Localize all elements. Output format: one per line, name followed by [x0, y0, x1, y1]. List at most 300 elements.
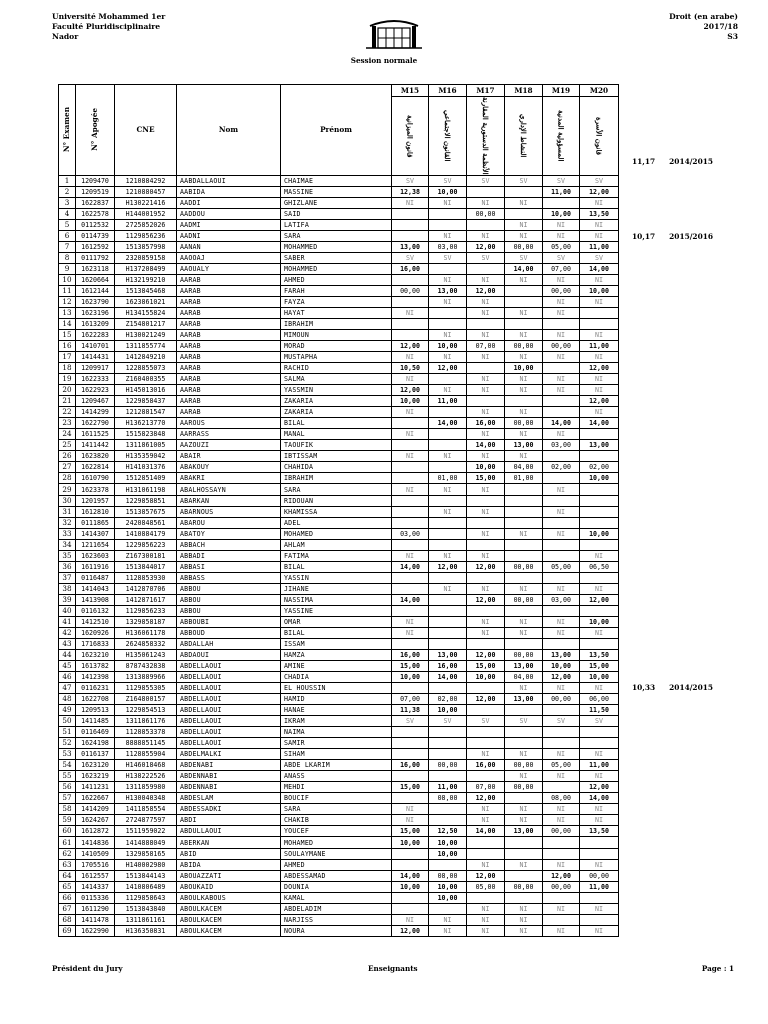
module-grade: 12,00 — [467, 793, 505, 804]
table-row — [59, 263, 619, 274]
table-row — [59, 330, 619, 341]
first-name: IKRAM — [281, 716, 392, 727]
exam-number: 43 — [59, 638, 76, 649]
cne-number: 1229856223 — [115, 539, 177, 550]
module-grade: NI — [580, 219, 619, 230]
exam-number: 59 — [59, 815, 76, 826]
last-name: AADDI — [177, 197, 281, 208]
module-grade: NI — [543, 296, 580, 307]
module-grade: 12,00 — [580, 186, 619, 197]
cne-number: 1229858851 — [115, 495, 177, 506]
module-grade: 12,00 — [467, 594, 505, 605]
cne-number: 1129856236 — [115, 230, 177, 241]
module-grade: NI — [429, 451, 467, 462]
apogee-number: 1613209 — [76, 319, 115, 330]
module-grade: NI — [580, 771, 619, 782]
table-row — [59, 583, 619, 594]
apogee-number: 1622923 — [76, 385, 115, 396]
table-row — [59, 186, 619, 197]
cne-number: 1513844143 — [115, 870, 177, 881]
module-grade: 15,00 — [467, 473, 505, 484]
table-row — [59, 561, 619, 572]
module-grade — [543, 705, 580, 716]
last-name: AAZOUZI — [177, 440, 281, 451]
last-name: ABBOU — [177, 605, 281, 616]
table-row — [59, 407, 619, 418]
first-name: KAMAL — [281, 892, 392, 903]
module-grade — [392, 848, 429, 859]
apogee-number: 1612872 — [76, 826, 115, 837]
first-name: IBRAHIM — [281, 473, 392, 484]
apogee-number: 0116231 — [76, 683, 115, 694]
exam-number: 16 — [59, 341, 76, 352]
module-name: قانون الميزانية — [392, 97, 429, 176]
module-grade: 10,00 — [580, 672, 619, 683]
module-grade — [505, 495, 543, 506]
module-grade — [392, 418, 429, 429]
module-grade — [505, 870, 543, 881]
apogee-number: 1620664 — [76, 274, 115, 285]
module-grade: NI — [467, 925, 505, 936]
module-grade — [580, 429, 619, 440]
module-grade — [543, 451, 580, 462]
exam-number: 15 — [59, 330, 76, 341]
module-grade: NI — [580, 804, 619, 815]
module-grade: 12,00 — [543, 672, 580, 683]
last-name: ABOULKACEM — [177, 914, 281, 925]
module-grade: NI — [429, 550, 467, 561]
table-row — [59, 881, 619, 892]
first-name: AHLAM — [281, 539, 392, 550]
first-name: GHIZLANE — [281, 197, 392, 208]
module-grade: SV — [429, 252, 467, 263]
apogee-number: 1623790 — [76, 296, 115, 307]
module-grade: 00,00 — [505, 760, 543, 771]
module-grade: NI — [392, 804, 429, 815]
first-name: AHMED — [281, 859, 392, 870]
module-grade: NI — [467, 914, 505, 925]
module-grade — [505, 705, 543, 716]
first-name: YASSINE — [281, 605, 392, 616]
module-grade: 16,00 — [392, 263, 429, 274]
module-grade: 12,00 — [467, 870, 505, 881]
module-grade — [543, 539, 580, 550]
cne-number: 2724877597 — [115, 815, 177, 826]
module-grade: 11,00 — [580, 241, 619, 252]
module-grade: NI — [543, 330, 580, 341]
table-row — [59, 771, 619, 782]
cne-number: 1329858187 — [115, 616, 177, 627]
module-grade: 10,00 — [467, 462, 505, 473]
exam-number: 52 — [59, 738, 76, 749]
table-row — [59, 892, 619, 903]
module-grade: 15,00 — [580, 660, 619, 671]
table-row — [59, 528, 619, 539]
cne-number: H136213770 — [115, 418, 177, 429]
module-grade — [580, 307, 619, 318]
last-name: ABOULKACEM — [177, 903, 281, 914]
apogee-number: 1612810 — [76, 506, 115, 517]
module-grade: SV — [543, 175, 580, 186]
first-name: CHAIMAE — [281, 175, 392, 186]
apogee-number: 0115336 — [76, 892, 115, 903]
institution-header — [52, 12, 165, 42]
module-grade: NI — [580, 407, 619, 418]
module-grade: 16,00 — [429, 660, 467, 671]
module-grade — [467, 539, 505, 550]
module-grade: 12,00 — [392, 925, 429, 936]
apogee-number: 1411231 — [76, 782, 115, 793]
last-name: ABDENABI — [177, 760, 281, 771]
apogee-number: 1622283 — [76, 330, 115, 341]
module-grade: NI — [392, 451, 429, 462]
module-grade — [429, 528, 467, 539]
first-name: MIMOUN — [281, 330, 392, 341]
module-grade: NI — [505, 583, 543, 594]
module-grade: NI — [580, 627, 619, 638]
table-row — [59, 815, 619, 826]
module-grade: NI — [543, 374, 580, 385]
module-grade — [392, 749, 429, 760]
module-code: M16 — [429, 85, 467, 97]
module-grade: NI — [505, 749, 543, 760]
table-row — [59, 716, 619, 727]
module-grade: 00,00 — [467, 208, 505, 219]
module-grade: 10,00 — [392, 672, 429, 683]
first-name: OMAR — [281, 616, 392, 627]
table-row — [59, 506, 619, 517]
last-name: ABDELLAOUI — [177, 660, 281, 671]
last-name: AAOOAJ — [177, 252, 281, 263]
table-row — [59, 903, 619, 914]
cne-number: 1229854513 — [115, 705, 177, 716]
last-name: ABBACH — [177, 539, 281, 550]
module-grade: NI — [505, 385, 543, 396]
module-grade: NI — [505, 528, 543, 539]
module-grade: NI — [505, 815, 543, 826]
last-name: ABDI — [177, 815, 281, 826]
module-grade — [505, 208, 543, 219]
module-name: القانون الاجتماعي — [429, 97, 467, 176]
module-grade: NI — [467, 749, 505, 760]
exam-number: 63 — [59, 859, 76, 870]
module-grade: 16,00 — [392, 760, 429, 771]
module-grade — [429, 859, 467, 870]
module-grade: 14,00 — [580, 793, 619, 804]
module-grade — [392, 727, 429, 738]
module-grade: NI — [543, 815, 580, 826]
module-name: المسؤولية المدنية — [543, 97, 580, 176]
exam-number: 65 — [59, 881, 76, 892]
module-grade — [467, 738, 505, 749]
session-title: Session normale — [350, 56, 418, 65]
module-name: الأنظمة الدستورية المقارنة — [467, 97, 505, 176]
cne-number: 1229858437 — [115, 396, 177, 407]
module-grade — [543, 837, 580, 848]
cne-number: 1513844017 — [115, 561, 177, 572]
last-name: ABDESSADKI — [177, 804, 281, 815]
cne-number: Z154801217 — [115, 319, 177, 330]
module-grade: SV — [543, 716, 580, 727]
first-name: CHAHIDA — [281, 462, 392, 473]
side-average: 11,17 — [632, 157, 656, 166]
module-grade — [543, 638, 580, 649]
module-grade: NI — [467, 583, 505, 594]
cne-number: H134155824 — [115, 307, 177, 318]
module-grade: 16,00 — [467, 760, 505, 771]
last-name: AAOUALY — [177, 263, 281, 274]
module-grade: NI — [580, 230, 619, 241]
apogee-number: 1209467 — [76, 396, 115, 407]
module-grade — [580, 605, 619, 616]
table-row — [59, 793, 619, 804]
apogee-number: 1624198 — [76, 738, 115, 749]
cne-number: 1311861176 — [115, 716, 177, 727]
apogee-number: 1612144 — [76, 285, 115, 296]
module-grade — [392, 892, 429, 903]
cne-number: 1311859980 — [115, 782, 177, 793]
first-name: MOHAMMED — [281, 241, 392, 252]
last-name: AARAB — [177, 363, 281, 374]
program-header — [669, 12, 738, 42]
apogee-number: 1623210 — [76, 649, 115, 660]
module-grade — [392, 638, 429, 649]
module-grade: 14,00 — [467, 826, 505, 837]
module-grade: 16,00 — [467, 418, 505, 429]
table-row — [59, 837, 619, 848]
table-row — [59, 296, 619, 307]
cne-number: H130040348 — [115, 793, 177, 804]
last-name: AAROUS — [177, 418, 281, 429]
results-table-body — [59, 175, 619, 936]
module-grade: NI — [543, 616, 580, 627]
table-row — [59, 440, 619, 451]
module-grade: 10,00 — [580, 528, 619, 539]
exam-number: 34 — [59, 539, 76, 550]
module-grade: NI — [505, 219, 543, 230]
module-grade: NI — [505, 352, 543, 363]
module-grade — [429, 738, 467, 749]
module-grade: 11,00 — [580, 341, 619, 352]
first-name: CHADIA — [281, 672, 392, 683]
last-name: ABAIR — [177, 451, 281, 462]
cne-number: H136350831 — [115, 925, 177, 936]
module-grade — [392, 219, 429, 230]
first-name: BILAL — [281, 418, 392, 429]
module-grade: NI — [392, 627, 429, 638]
module-grade: NI — [429, 385, 467, 396]
apogee-number: 1211654 — [76, 539, 115, 550]
module-grade: 14,00 — [392, 594, 429, 605]
module-grade: NI — [543, 859, 580, 870]
cne-number: H135359042 — [115, 451, 177, 462]
module-grade: SV — [580, 252, 619, 263]
module-grade — [429, 462, 467, 473]
last-name: ABDELLAOUI — [177, 716, 281, 727]
module-grade: 02,00 — [543, 462, 580, 473]
cne-number: 1210880457 — [115, 186, 177, 197]
table-row — [59, 462, 619, 473]
apogee-number: 1623118 — [76, 263, 115, 274]
last-name: ABID — [177, 848, 281, 859]
exam-number: 23 — [59, 418, 76, 429]
module-grade — [392, 274, 429, 285]
module-grade — [429, 727, 467, 738]
module-grade: NI — [429, 330, 467, 341]
apogee-number: 1624267 — [76, 815, 115, 826]
side-average: 10,33 — [632, 683, 656, 693]
module-grade: 08,00 — [429, 793, 467, 804]
module-grade: 10,00 — [543, 660, 580, 671]
table-row — [59, 870, 619, 881]
cne-number: 1412870706 — [115, 583, 177, 594]
first-name: NASSIMA — [281, 594, 392, 605]
module-grade: 00,00 — [429, 760, 467, 771]
cne-number: 1311861005 — [115, 440, 177, 451]
module-grade: 12,00 — [467, 649, 505, 660]
last-name: AARAB — [177, 396, 281, 407]
module-grade — [392, 572, 429, 583]
module-grade: NI — [467, 230, 505, 241]
cne-number: 1513845468 — [115, 285, 177, 296]
cne-number: 2320859158 — [115, 252, 177, 263]
module-grade — [543, 892, 580, 903]
exam-number: 29 — [59, 484, 76, 495]
table-row — [59, 252, 619, 263]
module-grade: NI — [467, 385, 505, 396]
exam-number: 12 — [59, 296, 76, 307]
first-name: ABDE LKARIM — [281, 760, 392, 771]
last-name: ABDELLAOUI — [177, 738, 281, 749]
module-grade: NI — [467, 528, 505, 539]
module-grade: 06,00 — [580, 694, 619, 705]
cne-number: H137208499 — [115, 263, 177, 274]
exam-number: 28 — [59, 473, 76, 484]
module-grade: NI — [543, 528, 580, 539]
module-grade: 15,00 — [392, 660, 429, 671]
module-grade — [505, 296, 543, 307]
last-name: AARAB — [177, 374, 281, 385]
module-grade: 07,00 — [467, 782, 505, 793]
cne-number: H140002980 — [115, 859, 177, 870]
last-name: AADNI — [177, 230, 281, 241]
exam-number: 6 — [59, 230, 76, 241]
exam-number: 26 — [59, 451, 76, 462]
apogee-number: 1411442 — [76, 440, 115, 451]
module-grade: 14,00 — [392, 561, 429, 572]
table-row — [59, 197, 619, 208]
side-year: 2015/2016 — [669, 232, 713, 242]
exam-number: 36 — [59, 561, 76, 572]
exam-number: 14 — [59, 319, 76, 330]
cne-number: 1515823848 — [115, 429, 177, 440]
exam-number: 68 — [59, 914, 76, 925]
module-grade: 00,00 — [505, 782, 543, 793]
exam-number: 67 — [59, 903, 76, 914]
module-grade: 12,00 — [580, 396, 619, 407]
last-name: AARAB — [177, 330, 281, 341]
apogee-number: 1622578 — [76, 208, 115, 219]
module-grade: 13,50 — [580, 826, 619, 837]
module-grade — [429, 594, 467, 605]
module-grade — [429, 815, 467, 826]
semester: S3 — [727, 32, 738, 41]
table-row — [59, 208, 619, 219]
module-grade: NI — [429, 352, 467, 363]
apogee-number: 1623219 — [76, 771, 115, 782]
enseignants-label: Enseignants — [368, 964, 418, 973]
module-grade — [543, 550, 580, 561]
exam-number: 69 — [59, 925, 76, 936]
last-name: ABBADI — [177, 550, 281, 561]
module-grade — [467, 837, 505, 848]
cne-number: 1410806489 — [115, 881, 177, 892]
module-grade: NI — [392, 616, 429, 627]
first-name: YASSIN — [281, 572, 392, 583]
module-grade: 00,00 — [505, 341, 543, 352]
module-grade: NI — [392, 352, 429, 363]
module-grade: 14,00 — [505, 263, 543, 274]
module-grade: 12,38 — [392, 186, 429, 197]
last-name: ABOUKAID — [177, 881, 281, 892]
module-grade: NI — [580, 550, 619, 561]
module-grade — [392, 859, 429, 870]
table-row — [59, 473, 619, 484]
module-grade: SV — [580, 716, 619, 727]
module-grade: NI — [543, 274, 580, 285]
module-grade: NI — [467, 352, 505, 363]
module-grade — [467, 219, 505, 230]
module-grade — [505, 793, 543, 804]
exam-number: 35 — [59, 550, 76, 561]
module-grade: 16,00 — [392, 649, 429, 660]
module-grade — [467, 705, 505, 716]
module-grade — [429, 683, 467, 694]
apogee-number: 1209519 — [76, 186, 115, 197]
exam-number: 54 — [59, 760, 76, 771]
exam-number: 5 — [59, 219, 76, 230]
module-grade — [429, 495, 467, 506]
apogee-number: 1209470 — [76, 175, 115, 186]
apogee-number: 1623603 — [76, 550, 115, 561]
last-name: ABDELLAOUI — [177, 705, 281, 716]
cne-number: H132199210 — [115, 274, 177, 285]
first-name: ZAKARIA — [281, 396, 392, 407]
module-grade: NI — [505, 627, 543, 638]
module-grade: NI — [543, 385, 580, 396]
first-name: DOUNIA — [281, 881, 392, 892]
table-row — [59, 859, 619, 870]
cne-number: H146018468 — [115, 760, 177, 771]
table-row — [59, 605, 619, 616]
last-name: AADDOU — [177, 208, 281, 219]
last-name: ABDENNABI — [177, 782, 281, 793]
module-grade: 07,00 — [392, 694, 429, 705]
module-grade: 10,00 — [429, 848, 467, 859]
module-grade: NI — [467, 274, 505, 285]
apogee-number: 1623378 — [76, 484, 115, 495]
module-grade: 05,00 — [543, 561, 580, 572]
last-name: ABDELLAOUI — [177, 683, 281, 694]
module-grade: 01,00 — [505, 473, 543, 484]
module-grade: 02,00 — [429, 694, 467, 705]
module-grade: NI — [392, 429, 429, 440]
table-row — [59, 749, 619, 760]
exam-number: 24 — [59, 429, 76, 440]
module-grade — [429, 572, 467, 583]
results-table — [58, 84, 619, 937]
module-grade: 07,00 — [467, 341, 505, 352]
